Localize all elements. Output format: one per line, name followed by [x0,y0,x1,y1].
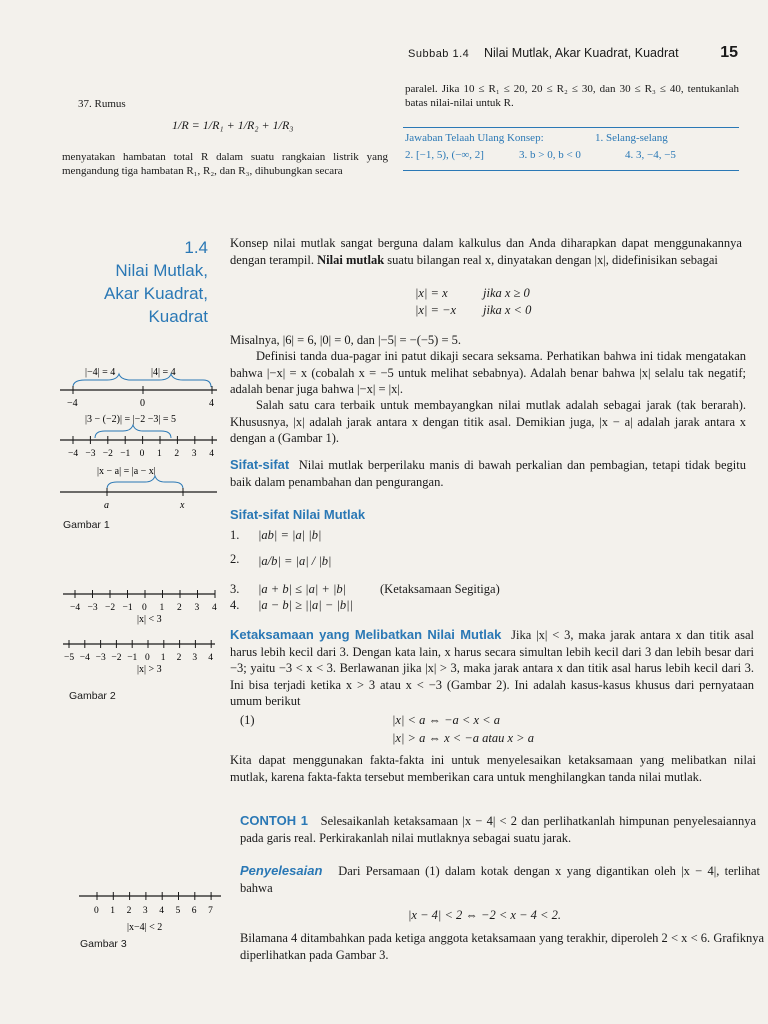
inequality-eq-2: |x| > a ⇔ x < −a atau x > a [392,731,534,745]
figure-1 [55,360,220,540]
fig1-ticks2-tick-label: −4 [68,449,79,459]
fig1-ticks2-tick-label: −2 [102,449,113,459]
inequality-text: Jika |x| < 3, maka jarak antara x dan titik asal harus lebih kecil dari 3. Dengan kata lain, x harus secara simultan lebih kecil dari 3 dan lebih besar dari −3; yaitu −3 < x < 3. Berlawanan jika |x| > 3, maka jarak antara x dan titik asal harus lebih kecil dari 3. Ini bisa terjadi ketika x > 3 atau x < −3 (Gambar 2). Ini adalah kasus-kasus khusus dari pernyataan umum berikut [230,628,754,708]
fig2-ticks-b-tick-label: −3 [95,653,106,663]
fig2-ticks-a-tick-label: −4 [70,603,81,613]
fig3-ticks-tick-label: 3 [142,906,148,916]
exercise-37-formula: 1/R = 1/R₁ + 1/R₂ + 1/R₃ [172,118,294,132]
solution-after: Bilamana 4 ditambahkan pada ketiga anggota ketaksamaan yang terakhir, diperoleh 2 < x < 6. Grafiknya diperlihatkan pada Gambar 3. [240,931,764,962]
section-title-line-1: Nilai Mutlak, [115,260,208,280]
definition-paragraph: Definisi tanda dua-pagar ini patut dikaji secara seksama. Perhatikan bahwa ini tidak mengatakan bahwa |−x| = x (cobalah x = −5 untuk melihat sebabnya). Adalah benar bahwa |x| selalu tak negatif; adalah benar juga bahwa |−x| = |x|. [230,349,746,396]
figure-2 [55,584,220,704]
distance-paragraph: Salah satu cara terbaik untuk membayangkan nilai mutlak adalah sebagai jarak (tak berarah). Khususnya, |x| adalah jarak antara x dengan titik asal. Demikian juga, |x − a| adalah jarak antara x dengan a (Gambar 1). [230,398,746,445]
fig2-label-a: |x| < 3 [137,614,162,625]
property-4-number: 4. [230,598,240,612]
fig3-ticks-tick-label: 6 [191,906,197,916]
fig1-tick-label-b: 0 [140,398,145,409]
fig2-ticks-a-tick-label: 0 [142,603,147,613]
figure-2-diagram [55,584,220,682]
property-1-number: 1. [230,528,240,542]
fig2-ticks-a-tick-label: 2 [177,603,182,613]
figure-3-caption: Gambar 3 [80,938,127,950]
sifat-text: Nilai mutlak berperilaku manis di bawah perkalian dan pembagian, tetapi tidak begitu baik dalam penambahan dan pengurangan. [230,458,746,489]
fig3-ticks-tick-label: 4 [159,906,164,916]
fig2-ticks-a-tick-label: −3 [87,603,98,613]
example-1 [240,812,756,846]
sifat-heading: Sifat-sifat [230,457,290,472]
property-3-expr: |a + b| ≤ |a| + |b| [258,582,347,596]
intro-paragraph [230,235,742,268]
figure-3-diagram [75,886,225,932]
fig1-tick-label-a: −4 [67,398,78,409]
property-1 [230,527,670,547]
solution-text: Dari Persamaan (1) dalam kotak dengan x yang digantikan oleh |x − 4|, terlihat bahwa [240,864,761,895]
fig2-ticks-b-tick-label: 0 [145,653,150,663]
property-2 [230,547,670,581]
fig3-ticks-tick-label: 2 [126,906,132,916]
inequality-eq-label: (1) [240,713,255,727]
answer-2: 2. [−1, 5), (−∞, 2] [405,149,484,161]
section-number: 1.4 [184,238,208,257]
fig1-ticks2-tick-label: 4 [209,449,214,459]
fig3-ticks-tick-label: 1 [110,906,116,916]
inequality-paragraph [230,626,754,710]
section-title-line-2: Akar Kuadrat, [104,283,208,303]
fig3-ticks-tick-label: 7 [208,906,213,916]
fig3-label: |x−4| < 2 [127,922,163,932]
solution [240,862,760,896]
fig2-ticks-b-tick-label: 3 [192,653,198,663]
sifat-paragraph [230,456,746,490]
page-number: 15 [720,44,738,61]
fig2-ticks-b-tick-label: −5 [64,653,75,663]
inequality-heading: Ketaksamaan yang Melibatkan Nilai Mutlak [230,627,502,642]
fig1-tick-label-xx: x [180,500,185,510]
section-title [40,237,208,329]
fig1-tick-label-xa: a [104,500,109,510]
answers-label: Jawaban Telaah Ulang Konsep: [405,132,544,144]
solution-equation: |x − 4| < 2 ⇔ −2 < x − 4 < 2. [408,908,561,922]
exercise-37-text: menyatakan hambatan total R dalam suatu rangkaian listrik yang mengandung tiga hambatan R₁, R₂, dan R₃, dihubungkan secara [62,151,388,178]
fig3-ticks-tick-label: 0 [94,906,99,916]
solution-heading: Penyelesaian [240,863,323,878]
intro-text-b: suatu bilangan real x, dinyatakan dengan |x|, didefinisikan sebagai [387,252,718,267]
definition-row1-right: jika x ≥ 0 [483,286,530,300]
fig1-brace-d [107,476,183,489]
exercise-37-continued: paralel. Jika 10 ≤ R₁ ≤ 20, 20 ≤ R₂ ≤ 30, dan 30 ≤ R₃ ≤ 40, tentukanlah batas nilai-nilai untuk R. [405,83,739,110]
intro-bold-term: Nilai mutlak [317,252,385,267]
property-1-expr: |ab| = |a| |b| [258,528,322,542]
fig2-ticks-b-tick-label: −1 [127,653,138,663]
property-2-expr: |a/b| = |a| / |b| [258,554,332,568]
fig1-ticks2-tick-label: −3 [85,449,96,459]
figure-1-diagram [55,360,220,510]
fig2-ticks-a-tick-label: −2 [105,603,116,613]
fig2-ticks-b-tick-label: −2 [111,653,122,663]
fig1-tick-label-c: 4 [209,398,214,409]
fig1-label-c: |3 − (−2)| = |−2 −3| = 5 [85,414,177,425]
fig2-ticks-b-tick-label: 4 [208,653,213,663]
answer-4: 4. 3, −4, −5 [625,149,676,161]
definition-row2-right: jika x < 0 [483,303,532,317]
fig2-ticks-b-tick-label: 1 [160,653,166,663]
property-4-expr: |a − b| ≥ ||a| − |b|| [258,598,353,612]
definition-row2-left: |x| = −x [415,303,457,317]
property-3-number: 3. [230,582,240,596]
subsection-label: Subbab 1.4 [408,48,470,60]
inequality-eq-1: |x| < a ⇔ −a < x < a [392,713,500,727]
fig3-ticks-tick-label: 5 [175,906,181,916]
properties-heading: Sifat-sifat Nilai Mutlak [230,507,366,522]
header-title: Nilai Mutlak, Akar Kuadrat, Kuadrat [484,46,679,60]
fig2-ticks-b-tick-label: 2 [176,653,182,663]
fig1-label-a: |−4| = 4 [85,367,116,378]
fig2-ticks-b-tick-label: −4 [79,653,90,663]
inequality-after: Kita dapat menggunakan fakta-fakta ini untuk menyelesaikan ketaksamaan yang melibatkan nilai mutlak, karena fakta-fakta tersebut memberikan cara untuk menghilangkan tanda nilai mutlak. [230,753,756,784]
figure-3 [75,886,225,950]
intro-text-a: Konsep nilai mutlak sangat berguna dalam kalkulus dan Anda diharapkan dapat menggunakannya dengan terampil. [230,236,742,267]
properties-list [230,527,670,613]
definition-block [415,285,615,319]
fig2-label-b: |x| > 3 [137,664,162,675]
section-title-line-3: Kuadrat [148,306,208,326]
fig1-ticks2-tick-label: 1 [157,449,162,459]
example-1-text: Selesaikanlah ketaksamaan |x − 4| < 2 dan perlihatkanlah himpunan penyelesaiannya pada garis real. Perkirakanlah nilai mutlaknya sebagai suatu jarak. [240,814,756,845]
fig1-ticks2-tick-label: 2 [174,449,180,459]
fig1-ticks2-tick-label: 0 [139,449,145,459]
definition-row1-left: |x| = x [415,286,448,300]
answers-box [403,127,739,171]
figure-2-caption: Gambar 2 [69,690,116,702]
property-3-note: (Ketaksamaan Segitiga) [380,582,500,596]
exercise-37-number: 37. Rumus [78,98,126,110]
answer-1: 1. Selang-selang [595,132,668,144]
figure-1-caption: Gambar 1 [63,519,110,531]
fig1-label-d: |x − a| = |a − x| [97,466,156,477]
example-1-heading: CONTOH 1 [240,813,309,828]
property-2-number: 2. [230,552,240,566]
examples-line: Misalnya, |6| = 6, |0| = 0, dan |−5| = −(−5) = 5. [230,333,462,347]
fig1-ticks2-tick-label: −1 [120,449,131,459]
fig1-label-b: |4| = 4 [151,367,176,378]
fig2-ticks-a-tick-label: −1 [122,603,133,613]
fig2-ticks-a-tick-label: 3 [194,603,200,613]
page-header [408,44,740,66]
fig2-ticks-a-tick-label: 4 [212,603,217,613]
fig1-ticks2-tick-label: 3 [191,449,197,459]
fig2-ticks-a-tick-label: 1 [159,603,165,613]
property-4 [230,597,670,613]
answer-3: 3. b > 0, b < 0 [519,149,581,161]
property-3 [230,581,670,597]
